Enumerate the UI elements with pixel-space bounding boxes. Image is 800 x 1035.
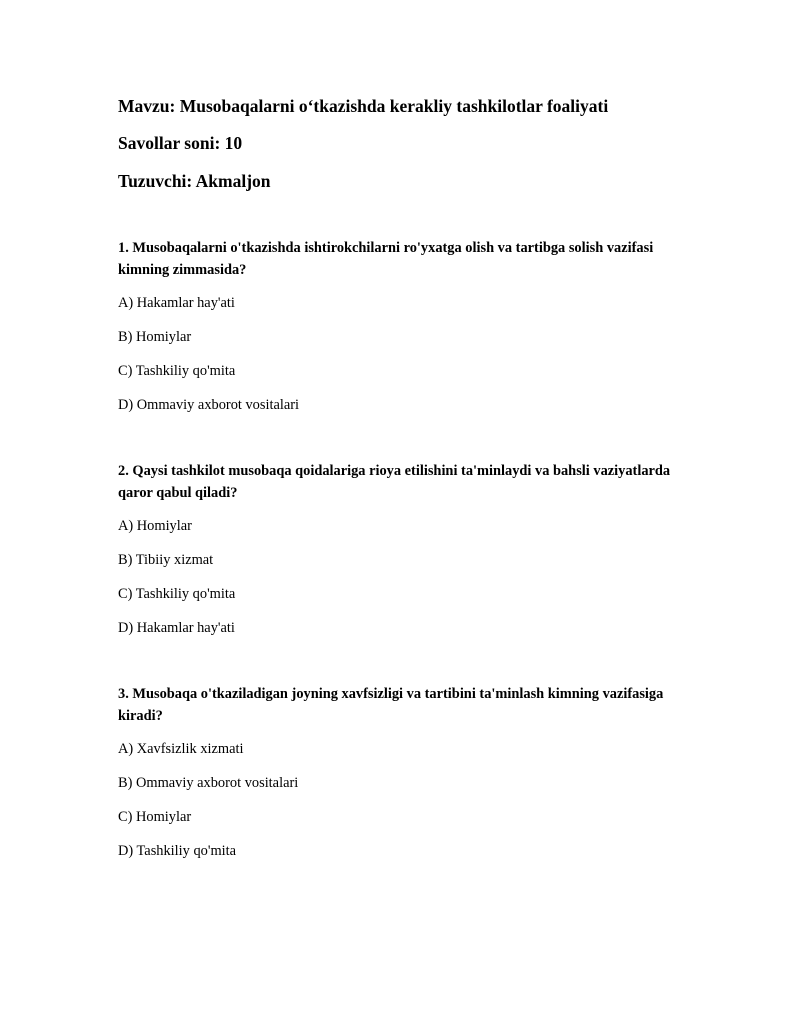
question-2-text: 2. Qaysi tashkilot musobaqa qoidalariga rioya etilishini ta'minlaydi va bahsli vaziyatlarda qaror qabul qiladi? [118,463,671,501]
question-2-option-d: D) Hakamlar hay'ati [118,620,235,636]
question-3-option-d: D) Tashkiliy qo'mita [118,843,237,859]
question-2-option-a: A) Homiylar [118,518,192,534]
question-1-option-d: D) Ommaviy axborot vositalari [118,397,300,413]
question-3-option-c: C) Homiylar [118,809,192,825]
question-1-option-c: C) Tashkiliy qo'mita [118,363,236,379]
question-3-text: 3. Musobaqa o'tkaziladigan joyning xavfsizligi va tartibini ta'minlash kimning vazifasiga kiradi? [118,686,664,724]
question-3-option-a: A) Xavfsizlik xizmati [118,741,244,757]
question-1-text: 1. Musobaqalarni o'tkazishda ishtirokchilarni ro'yxatga olish va tartibga solish vazifasi kimning zimmasida? [118,240,654,278]
question-2-option-b: B) Tibiiy xizmat [118,552,214,568]
topic-heading: Mavzu: Musobaqalarni o‘tkazishda kerakliy tashkilotlar foaliyati [118,96,609,116]
question-1-option-a: A) Hakamlar hay'ati [118,295,235,311]
question-count-heading: Savollar soni: 10 [118,133,243,153]
question-1-option-b: B) Homiylar [118,329,192,345]
question-3-option-b: B) Ommaviy axborot vositalari [118,775,299,791]
author-heading: Tuzuvchi: Akmaljon [118,171,271,191]
question-2-option-c: C) Tashkiliy qo'mita [118,586,236,602]
